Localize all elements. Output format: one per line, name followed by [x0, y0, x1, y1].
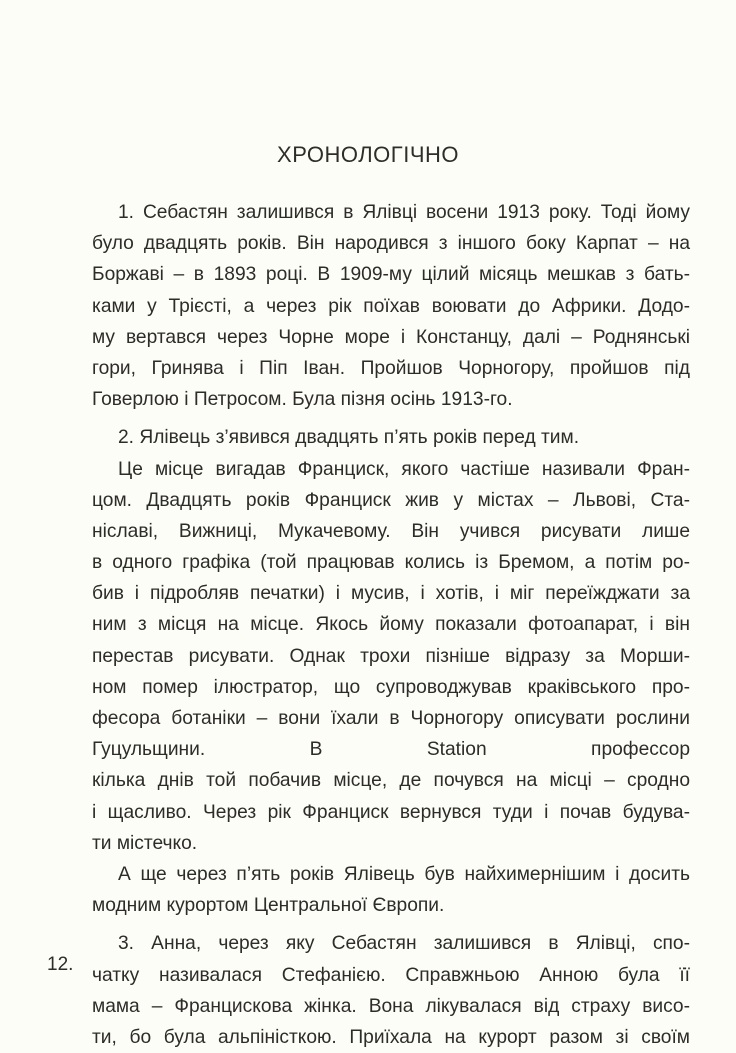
chapter-title: ХРОНОЛОГІЧНО — [277, 142, 459, 167]
paragraph-3 — [92, 928, 690, 1053]
text-line: ти, бо була альпіністкою. Приїхала на курорт разом зі своїм — [92, 1026, 690, 1048]
page-number: 12. — [47, 954, 74, 975]
paragraph-2 — [92, 422, 690, 453]
text-line: А ще через п’ять років Ялівець був найхимернішим і досить — [118, 863, 690, 885]
paragraph-2-body — [92, 454, 690, 859]
text-line: Боржаві – в 1893 році. В 1909-му цілий місяць мешкав з бать- — [92, 264, 690, 286]
text-line: ками у Трієсті, а через рік поїхав воювати до Африки. Додо- — [92, 295, 690, 317]
text-line: Це місце вигадав Франциск, якого частіше називали Фран- — [118, 458, 690, 480]
text-line: в одного графіка (той працював колись із Бремом, а потім ро- — [92, 552, 690, 574]
text-line: кілька днів той побачив місце, де почувся на місці – сродно — [92, 770, 690, 792]
text-line: ном помер ілюстратор, що супроводжував краківського про- — [92, 676, 690, 698]
text-line: 3. Анна, через яку Себастян залишився в Ялівці, спо- — [118, 933, 690, 955]
paragraph-1 — [92, 197, 690, 415]
text-line: цом. Двадцять років Франциск жив у містах – Львові, Ста- — [92, 489, 690, 511]
text-line: мама – Францискова жінка. Вона лікувалася від страху висо- — [92, 995, 690, 1017]
text-line: модним курортом Центральної Європи. — [92, 895, 445, 917]
text-line: 1. Себастян залишився в Ялівці восени 1913 року. Тоді йому — [118, 202, 690, 223]
text-line: чатку називалася Стефанією. Справжньою Анною була її — [92, 964, 690, 986]
text-line: Говерлою і Петросом. Була пізня осінь 1913-го. — [92, 389, 513, 411]
text-line: ним з місця на місце. Якось йому показали фотоапарат, і він — [92, 614, 690, 636]
text-line: ніславі, Вижниці, Мукачевому. Він учився рисувати лише — [92, 520, 690, 542]
text-line: бив і підробляв печатки) і мусив, і хотів, і міг переїжджати за — [92, 583, 690, 605]
text-line: перестав рисувати. Однак трохи пізніше відразу за Морши- — [92, 645, 690, 667]
body-text — [92, 197, 690, 1053]
text-line: було двадцять років. Він народився з іншого боку Карпат – на — [92, 233, 690, 255]
text-line: гори, Гринява і Піп Іван. Пройшов Чорногору, пройшов під — [92, 357, 690, 379]
text-line: Гуцульщини. В Station профессор — [92, 739, 690, 761]
paragraph-gap — [92, 921, 690, 928]
text-line: му вертався через Чорне море і Констанцу, далі – Роднянські — [92, 326, 690, 348]
paragraph-gap — [92, 415, 690, 422]
text-line: ти містечко. — [92, 832, 198, 854]
text-line: і щасливо. Через рік Франциск вернувся туди і почав будува- — [92, 801, 690, 823]
text-line: фесора ботаніки – вони їхали в Чорногору описувати рослини — [92, 708, 690, 729]
text-line: 2. Ялівець з’явився двадцять п’ять років перед тим. — [118, 427, 580, 449]
paragraph-2-tail — [92, 859, 690, 921]
